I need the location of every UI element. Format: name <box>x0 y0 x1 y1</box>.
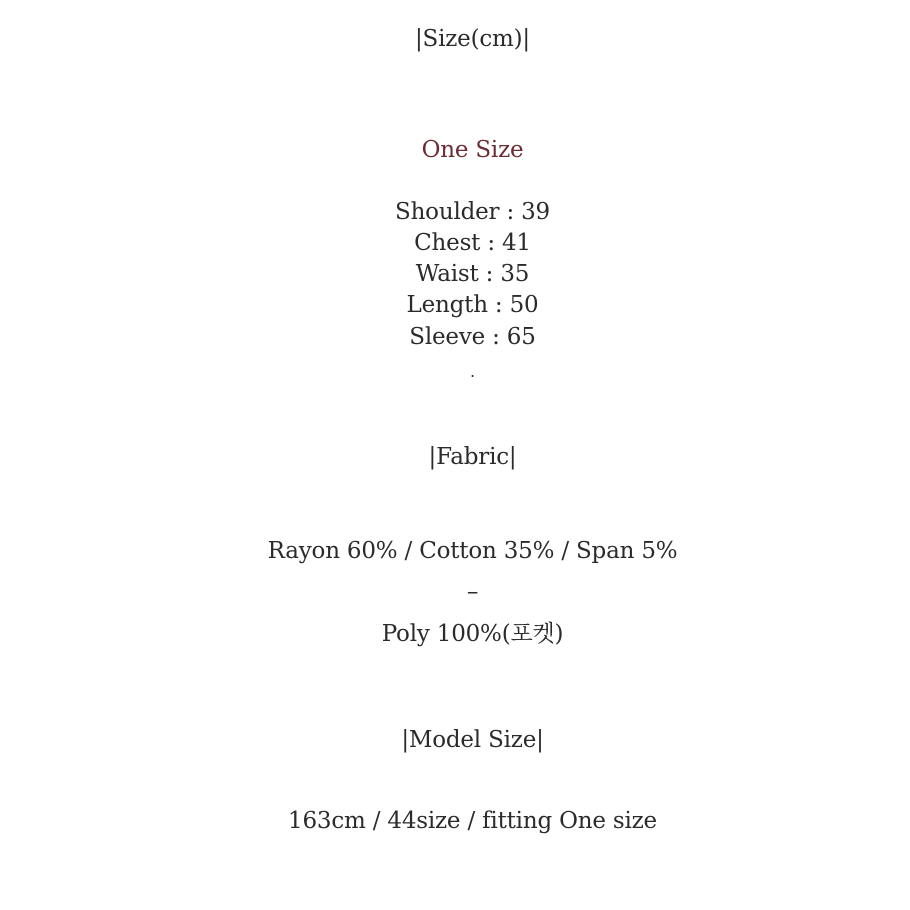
fabric-heading: |Fabric| <box>428 444 517 470</box>
measurement-sleeve: Sleeve : 65 <box>409 324 536 350</box>
model-size-heading: |Model Size| <box>401 727 544 753</box>
fabric-composition: Rayon 60% / Cotton 35% / Span 5% <box>267 538 678 564</box>
measurement-waist: Waist : 35 <box>415 261 530 287</box>
measurement-chest: Chest : 41 <box>414 230 531 256</box>
fabric-separator: – <box>466 579 479 605</box>
measurement-length: Length : 50 <box>406 292 539 318</box>
size-label: One Size <box>421 137 524 163</box>
model-size-info: 163cm / 44size / fitting One size <box>288 808 657 834</box>
section-dot: . <box>470 362 475 381</box>
fabric-secondary: Poly 100%(포켓) <box>381 621 564 647</box>
size-heading: |Size(cm)| <box>415 26 530 52</box>
measurement-shoulder: Shoulder : 39 <box>395 199 550 225</box>
